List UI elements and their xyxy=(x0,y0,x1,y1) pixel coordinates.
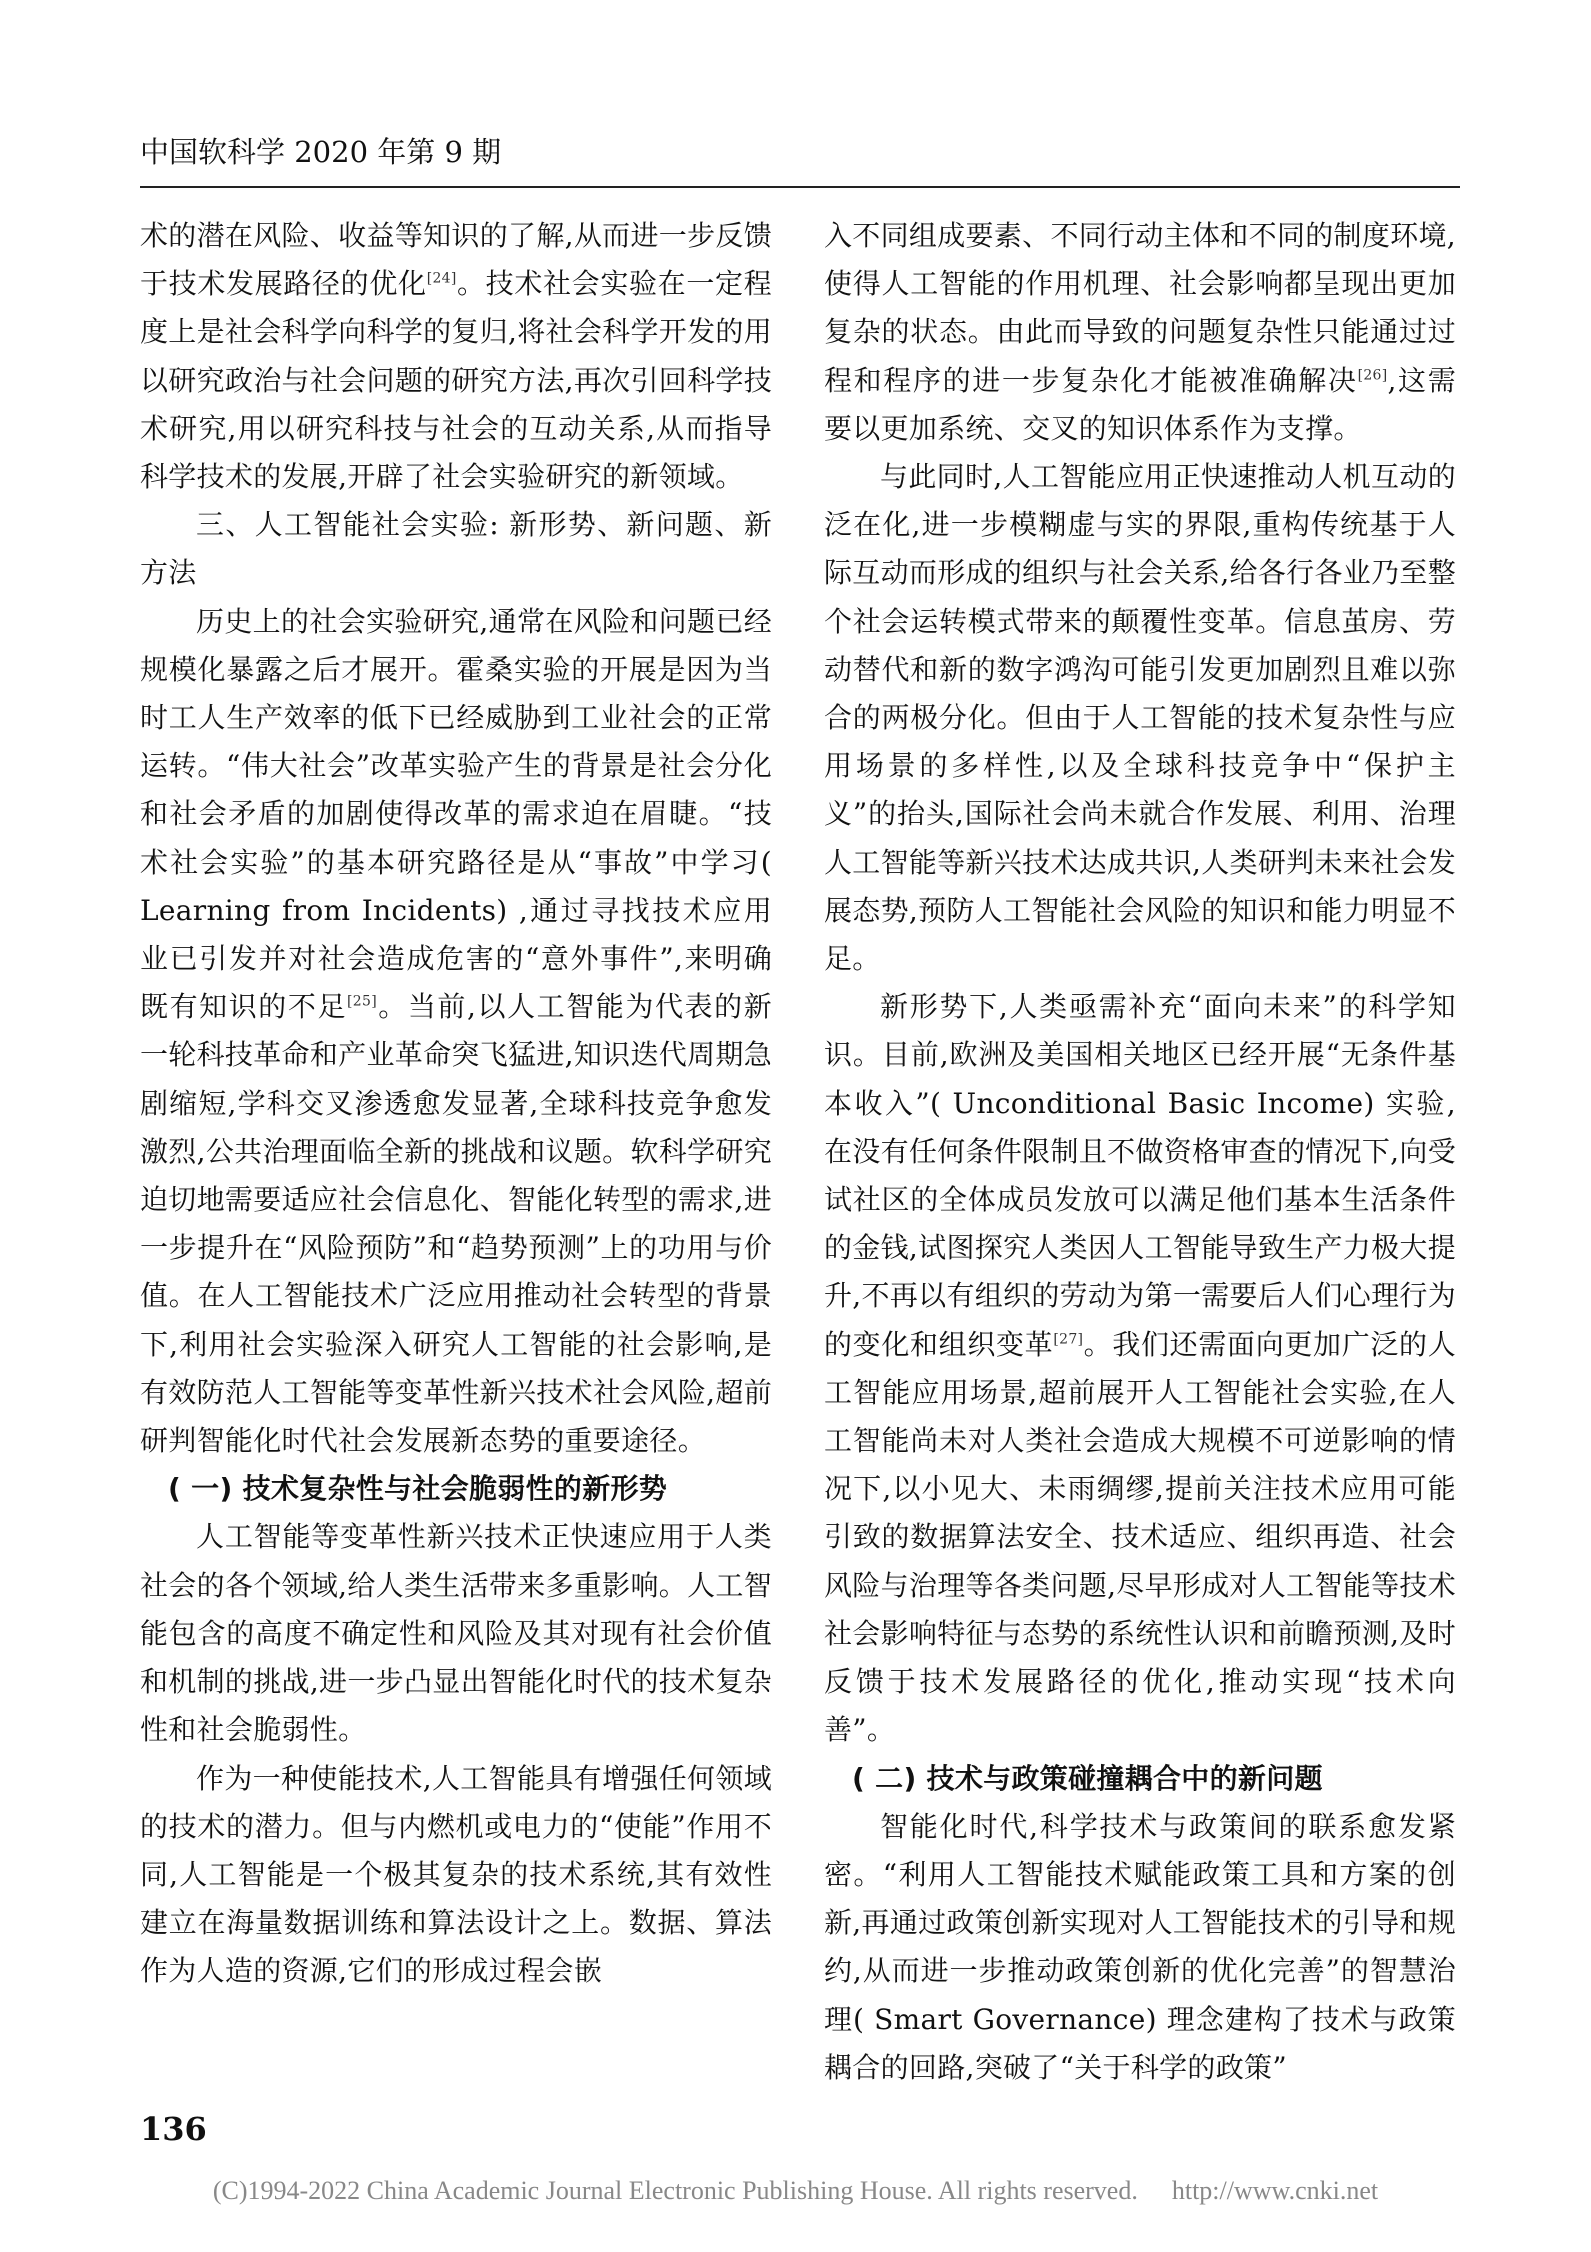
running-header: 中国软科学 2020 年第 9 期 xyxy=(140,135,502,169)
subsection-heading: ( 一) 技术复杂性与社会脆弱性的新形势 xyxy=(168,1472,668,1506)
cnki-link[interactable]: http://www.cnki.net xyxy=(1171,2176,1379,2205)
paragraph xyxy=(140,598,772,1466)
citation-ref[interactable]: [27] xyxy=(1053,1331,1084,1348)
paragraph: 与此同时,人工智能应用正快速推动人机互动的泛在化,进一步模糊虚与实的界限,重构传统基于人际互动而形成的组织与社会关系,给各行各业乃至整个社会运转模式带来的颠覆性变革。信息茧房、劳动替代和新的数字鸿沟可能引发更加剧烈且难以弥合的两极分化。但由于人工智能的技术复杂性与应用场景的多样性,以及全球科技竞争中“保护主义”的抬头,国际社会尚未就合作发展、利用、治理人工智能等新兴技术达成共识,人类研判未来社会发展态势,预防人工智能社会风险的知识和能力明显不足。 xyxy=(824,460,1456,976)
header-rule xyxy=(140,186,1460,188)
paragraph-text: 新形势下,人类亟需补充“面向未来”的科学知识。目前,欧洲及美国相关地区已经开展“无条件基本收入”( Unconditional Basic Income) 实验,在没有任何条件限制且不做资格审查的情况下,向受试社区的全体成员发放可以满足他们基本生活条件的金钱,试图探究人类因人工智能导致生产力极大提升,不再以有组织的劳动为第一需要后人们心理行为的变化和组织变革 xyxy=(824,990,1456,1361)
paragraph-text: 。技术社会实验在一定程度上是社会科学向科学的复归,将社会科学开发的用以研究政治与社会问题的研究方法,再次引回科学技术研究,用以研究科技与社会的互动关系,从而指导科学技术的发展,开辟了社会实验研究的新领域。 xyxy=(140,267,772,494)
paragraph: 人工智能等变革性新兴技术正快速应用于人类社会的各个领域,给人类生活带来多重影响。人工智能包含的高度不确定性和风险及其对现有社会价值和机制的挑战,进一步凸显出智能化时代的技术复杂性和社会脆弱性。 xyxy=(140,1520,772,1747)
section-heading: 三、人工智能社会实验: 新形势、新问题、新方法 xyxy=(140,508,772,590)
paragraph-text: 。我们还需面向更加广泛的人工智能应用场景,超前展开人工智能社会实验,在人工智能尚未对人类社会造成大规模不可逆影响的情况下,以小见大、未雨绸缪,提前关注技术应用可能引致的数据算法安全、技术适应、组织再造、社会风险与治理等各类问题,尽早形成对人工智能等技术社会影响特征与态势的系统性认识和前瞻预测,及时反馈于技术发展路径的优化,推动实现“技术向善”。 xyxy=(824,1327,1457,1747)
paragraph xyxy=(140,212,772,501)
citation-ref[interactable]: [25] xyxy=(347,993,377,1010)
paragraph-text: 。当前,以人工智能为代表的新一轮科技革命和产业革命突飞猛进,知识迭代周期急剧缩短,学科交叉渗透愈发显著,全球科技竞争愈发激烈,公共治理面临全新的挑战和议题。软科学研究迫切地需要适应社会信息化、智能化转型的需求,进一步提升在“风险预防”和“趋势预测”上的功用与价值。在人工智能技术广泛应用推动社会转型的背景下,利用社会实验深入研究人工智能的社会影响,是有效防范人工智能等变革性新兴技术社会风险,超前研判智能化时代社会发展新态势的重要途径。 xyxy=(140,990,772,1458)
page-number: 136 xyxy=(140,2110,207,2148)
citation-ref[interactable]: [26] xyxy=(1357,367,1388,384)
paragraph-text: 入不同组成要素、不同行动主体和不同的制度环境,使得人工智能的作用机理、社会影响都呈现出更加复杂的状态。由此而导致的问题复杂性只能通过过程和程序的进一步复杂化才能被准确解决 xyxy=(824,219,1456,397)
paragraph: 智能化时代,科学技术与政策间的联系愈发紧密。“利用人工智能技术赋能政策工具和方案的创新,再通过政策创新实现对人工智能技术的引导和规约,从而进一步推动政策创新的优化完善”的智慧治理( Smart Governance) 理念建构了技术与政策耦合的回路,突破了“关于科学的政策” xyxy=(824,1809,1456,2084)
paragraph-text: 历史上的社会实验研究,通常在风险和问题已经规模化暴露之后才展开。霍桑实验的开展是因为当时工人生产效率的低下已经威胁到工业社会的正常运转。“伟大社会”改革实验产生的背景是社会分化和社会矛盾的加剧使得改革的需求迫在眉睫。“技术社会实验”的基本研究路径是从“事故”中学习( Learning from Incidents) ,通过寻找技术应用业已引发并对社会造成危害的“意外事件”,来明确既有知识的不足 xyxy=(140,604,772,1024)
citation-ref[interactable]: [24] xyxy=(426,270,457,287)
paragraph xyxy=(824,983,1456,1754)
subsection-heading: ( 二) 技术与政策碰撞耦合中的新问题 xyxy=(852,1761,1323,1795)
copyright-text: (C)1994-2022 China Academic Journal Electronic Publishing House. All rights reserved. xyxy=(212,2176,1138,2205)
paragraph xyxy=(824,212,1456,453)
paragraph-text: ,这需要以更加系统、交叉的知识体系作为支撑。 xyxy=(824,363,1456,445)
left-column xyxy=(140,212,772,1996)
paragraph: 作为一种使能技术,人工智能具有增强任何领域的技术的潜力。但与内燃机或电力的“使能”作用不同,人工智能是一个极其复杂的技术系统,其有效性建立在海量数据训练和算法设计之上。数据、算法作为人造的资源,它们的形成过程会嵌 xyxy=(140,1761,772,1988)
right-column xyxy=(824,212,1456,2092)
paragraph-text: 术的潜在风险、收益等知识的了解,从而进一步反馈于技术发展路径的优化 xyxy=(140,219,772,301)
copyright-footer xyxy=(0,2176,1591,2206)
